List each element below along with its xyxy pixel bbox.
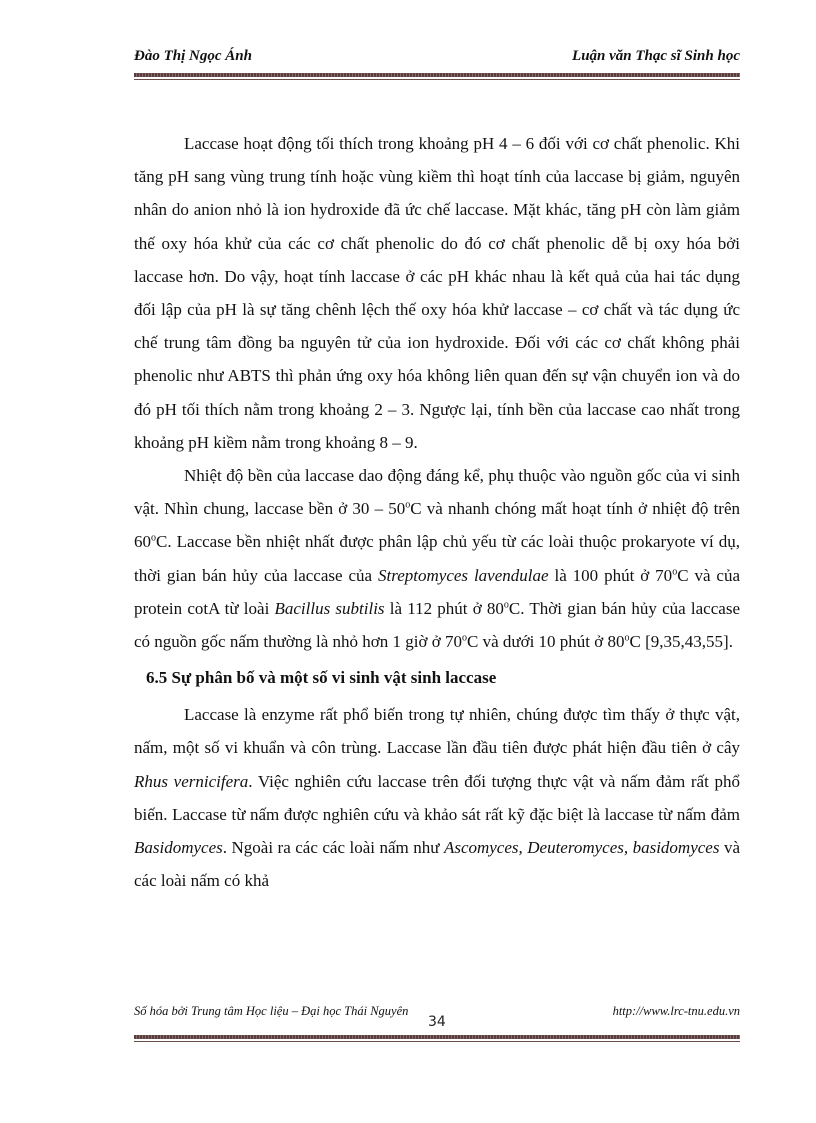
species-name: Bacillus subtilis	[274, 598, 385, 618]
species-name: Ascomyces, Deuteromyces, basidomyces	[443, 838, 720, 858]
species-name: Rhus vernicifera	[134, 771, 249, 791]
page-number: 34	[428, 1014, 446, 1030]
section-heading: 6.5 Sự phân bố và một số vi sinh vật sinh laccase	[146, 668, 497, 688]
footer-digitized-by: Số hóa bởi Trung tâm Học liệu – Đại học Thái Nguyên	[134, 1004, 409, 1018]
paragraph-temperature: Nhiệt độ bền của laccase dao động đáng kể, phụ thuộc vào nguồn gốc của vi sinh vật. Nhìn chung, laccase bền ở 30 – 50$^o$C và nhanh chóng mất hoạt tính ở nhiệt độ trên 60$^o$C. Laccase bền nhiệt nhất được phân lập chủ yếu từ các loài thuộc prokaryote ví dụ, thời gian bán hủy của laccase của Streptomyces lavendulae là 100 phút ở 70$^o$C và của protein cotA từ loài Bacillus subtilis là 112 phút ở 80$^o$C. Thời gian bán hủy của laccase có nguồn gốc nấm thường là nhỏ hơn 1 giờ ở 70$^o$C và dưới 10 phút ở 80$^o$C [9,35,43,55].	[134, 466, 741, 652]
paragraph-distribution: Laccase là enzyme rất phổ biến trong tự nhiên, chúng được tìm thấy ở thực vật, nấm, một số vi khuẩn và côn trùng. Laccase lần đầu tiên được phát hiện đầu tiên ở cây Rhus vernicifera. Việc nghiên cứu laccase trên đối tượng thực vật và nấm đảm rất phổ biến. Laccase từ nấm được nghiên cứu và khảo sát rất kỹ đặc biệt là laccase từ nấm đảm Basidomyces. Ngoài ra các các loài nấm như Ascomyces, Deuteromyces, basidomyces và các loài nấm có khả	[134, 705, 741, 891]
header-author: Đào Thị Ngọc Ánh	[134, 48, 252, 64]
footer-rule	[134, 1035, 740, 1039]
header-rule	[134, 73, 740, 77]
header-rule-thin	[134, 79, 740, 80]
page-body	[134, 127, 740, 897]
species-name: Basidomyces	[134, 838, 223, 858]
header-thesis-title: Luận văn Thạc sĩ Sinh học	[572, 48, 740, 64]
page-header	[134, 48, 740, 70]
paragraph-ph: Laccase hoạt động tối thích trong khoảng pH 4 – 6 đối với cơ chất phenolic. Khi tăng pH sang vùng trung tính hoặc vùng kiềm thì hoạt tính của laccase bị giảm, nguyên nhân do anion nhỏ là ion hydroxide đã ức chế laccase. Mặt khác, tăng pH còn làm giảm thế oxy hóa khử của các cơ chất phenolic do đó cơ chất phenolic dễ bị oxy hóa bởi laccase hơn. Do vậy, hoạt tính laccase ở các pH khác nhau là kết quả của hai tác dụng đối lập của pH là sự tăng chênh lệch thế oxy hóa khử laccase – cơ chất và tác dụng ức chế trung tâm đồng ba nguyên tử của ion hydroxide. Đối với các cơ chất không phải phenolic như ABTS thì phản ứng oxy hóa không liên quan đến sự vận chuyển ion và do đó pH tối thích nằm trong khoảng 2 – 3. Ngược lại, tính bền của laccase cao nhất trong khoảng pH kiềm nằm trong khoảng 8 – 9.	[134, 134, 740, 452]
species-name: Streptomyces lavendulae	[378, 565, 549, 585]
footer-url[interactable]: http://www.lrc-tnu.edu.vn	[612, 1004, 740, 1018]
footer-rule-thin	[134, 1041, 740, 1042]
